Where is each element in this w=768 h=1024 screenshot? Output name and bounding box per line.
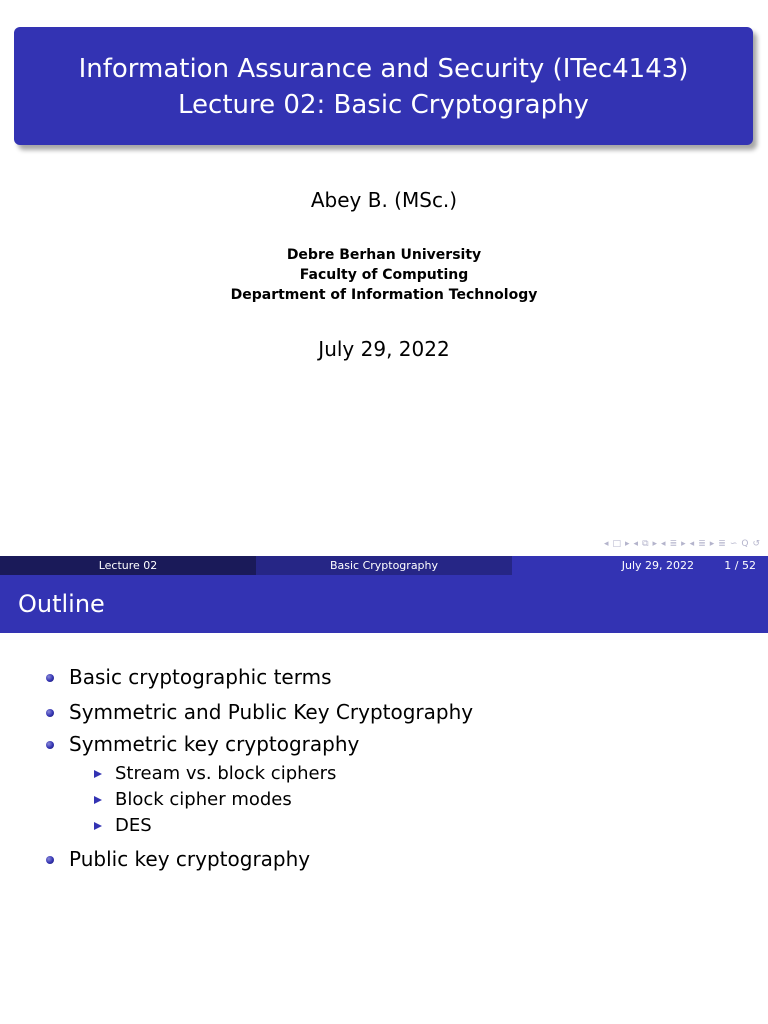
nav-next-frame-icon[interactable]: ▸ <box>625 539 630 549</box>
nav-next-subsection-icon[interactable]: ▸ <box>652 539 658 549</box>
footer-page-number: 1 / 52 <box>724 559 756 572</box>
nav-back-icon[interactable]: ∽ <box>729 539 738 549</box>
nav-frame-icon[interactable]: □ <box>612 539 622 549</box>
outline-item-label: Symmetric key cryptography <box>69 732 360 756</box>
nav-subsection-icon[interactable]: ⧉ <box>642 539 649 549</box>
outline-subitem <box>115 788 292 812</box>
outline-item <box>69 846 310 872</box>
outline-item <box>69 664 332 690</box>
nav-search-icon[interactable]: Q <box>741 539 749 549</box>
outline-subitem <box>115 814 152 838</box>
institute <box>0 245 768 305</box>
institute-department: Department of Information Technology <box>230 287 538 303</box>
footer-short-subtitle: Basic Cryptography <box>256 556 512 575</box>
triangle-bullet-icon <box>94 796 102 804</box>
outline-subitem-label: Block cipher modes <box>115 789 292 810</box>
outline-subitem-label: Stream vs. block ciphers <box>115 763 337 784</box>
bullet-icon <box>46 741 54 749</box>
nav-forward-icon[interactable]: ↺ <box>752 539 760 549</box>
presentation-date: July 29, 2022 <box>318 337 450 361</box>
outline-item-label: Public key cryptography <box>69 847 311 871</box>
institute-university: Debre Berhan University <box>286 247 482 263</box>
frame-title-bar <box>0 575 768 633</box>
bullet-icon <box>46 709 54 717</box>
outline-subitem-label: DES <box>115 815 152 836</box>
footer-short-title: Lecture 02 <box>0 556 256 575</box>
nav-next-section-icon[interactable]: ▸ <box>681 539 686 549</box>
bullet-icon <box>46 856 54 864</box>
outline-slide <box>0 575 768 1024</box>
nav-doc-icon[interactable]: ≣ <box>698 539 706 549</box>
title-box <box>14 27 753 145</box>
nav-prev-doc-icon[interactable]: ◂ <box>689 539 695 549</box>
bullet-icon <box>46 674 54 682</box>
nav-section-icon[interactable]: ≣ <box>669 539 678 549</box>
outline-item-label: Basic cryptographic terms <box>69 665 332 689</box>
outline-item-label: Symmetric and Public Key Cryptography <box>69 700 474 724</box>
footer-info <box>512 556 768 575</box>
nav-prev-section-icon[interactable]: ◂ <box>661 539 666 549</box>
nav-prev-subsection-icon[interactable]: ◂ <box>633 539 639 549</box>
triangle-bullet-icon <box>94 822 102 830</box>
triangle-bullet-icon <box>94 770 102 778</box>
nav-next-doc-icon[interactable]: ▸ <box>709 539 715 549</box>
presentation-subtitle: Lecture 02: Basic Cryptography <box>178 90 589 120</box>
institute-faculty: Faculty of Computing <box>299 267 469 283</box>
outline-item <box>69 699 473 725</box>
nav-prev-frame-icon[interactable]: ◂ <box>603 539 609 549</box>
outline-subitem <box>115 762 336 786</box>
footer-bar <box>0 556 768 575</box>
nav-appendix-icon[interactable]: ≣ <box>718 539 726 549</box>
author: Abey B. (MSc.) <box>310 188 458 212</box>
beamer-navigation <box>604 538 760 550</box>
outline-item <box>69 731 359 757</box>
footer-date: July 29, 2022 <box>621 559 694 572</box>
frame-title: Outline <box>18 590 105 618</box>
presentation-title: Information Assurance and Security (ITec4143) <box>78 54 689 84</box>
